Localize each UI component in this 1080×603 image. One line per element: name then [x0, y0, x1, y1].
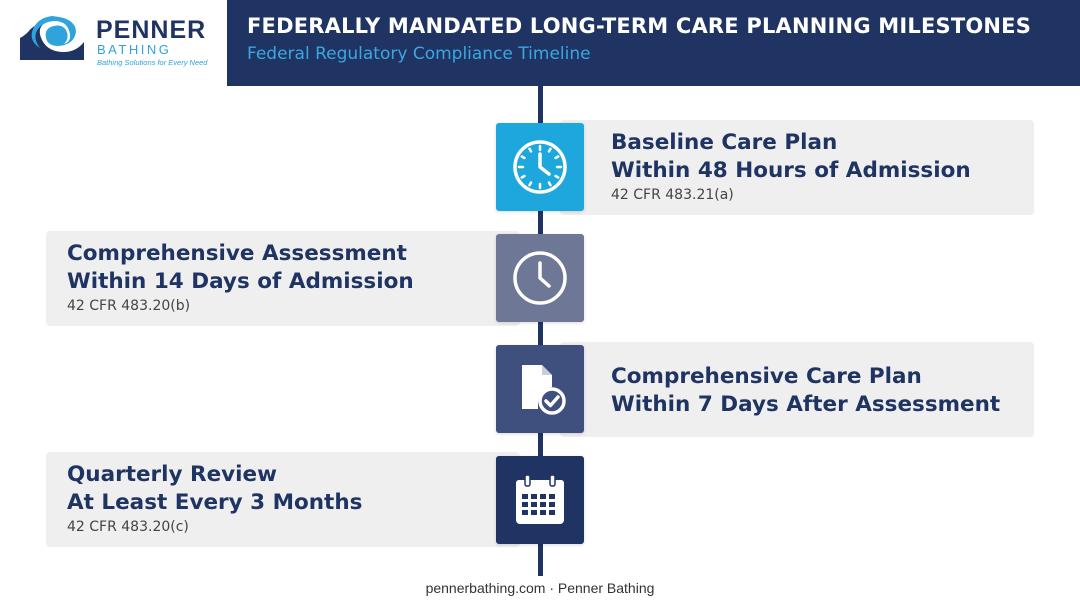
logo-subname: BATHING: [97, 42, 172, 57]
milestone-title-line2: At Least Every 3 Months: [67, 490, 363, 515]
milestone-title-line1: Quarterly Review: [67, 462, 277, 487]
clock-icon: [511, 138, 569, 196]
milestone-citation: 42 CFR 483.20(b): [67, 298, 191, 314]
milestone-icon-box: [496, 345, 584, 433]
header-bar: [227, 0, 1080, 86]
milestone-title-line2: Within 48 Hours of Admission: [611, 158, 971, 183]
milestone-title: [611, 129, 971, 185]
clock-icon: [511, 249, 569, 307]
milestone-title-line1: Comprehensive Assessment: [67, 241, 407, 266]
milestone-title-line1: Comprehensive Care Plan: [611, 364, 922, 389]
calendar-icon: [511, 471, 569, 529]
milestone-title-line2: Within 7 Days After Assessment: [611, 392, 1001, 417]
milestone-title: [611, 363, 1000, 419]
milestone-icon-box: [496, 234, 584, 322]
wave-logo-icon: [18, 12, 86, 62]
logo-tagline: Bathing Solutions for Every Need: [97, 58, 208, 67]
milestone-title-line2: Within 14 Days of Admission: [67, 269, 414, 294]
milestone-card-quarterly-review: [46, 452, 520, 547]
milestone-title: [67, 461, 362, 517]
milestone-citation: 42 CFR 483.21(a): [611, 187, 734, 203]
logo-name: PENNER: [96, 16, 207, 44]
milestone-title-line1: Baseline Care Plan: [611, 130, 838, 155]
milestone-icon-box: [496, 456, 584, 544]
page-subtitle: Federal Regulatory Compliance Timeline: [247, 44, 591, 64]
penner-logo: [18, 12, 223, 74]
milestone-title: [67, 240, 414, 296]
milestone-icon-box: [496, 123, 584, 211]
document-check-icon: [510, 359, 570, 419]
footer-text: pennerbathing.com · Penner Bathing: [425, 580, 655, 596]
milestone-card-baseline-care-plan: [560, 120, 1034, 215]
milestone-card-comprehensive-care-plan: [560, 342, 1034, 437]
page-title: FEDERALLY MANDATED LONG-TERM CARE PLANNING MILESTONES: [247, 14, 1032, 38]
milestone-card-comprehensive-assessment: [46, 231, 520, 326]
milestone-citation: 42 CFR 483.20(c): [67, 519, 189, 535]
